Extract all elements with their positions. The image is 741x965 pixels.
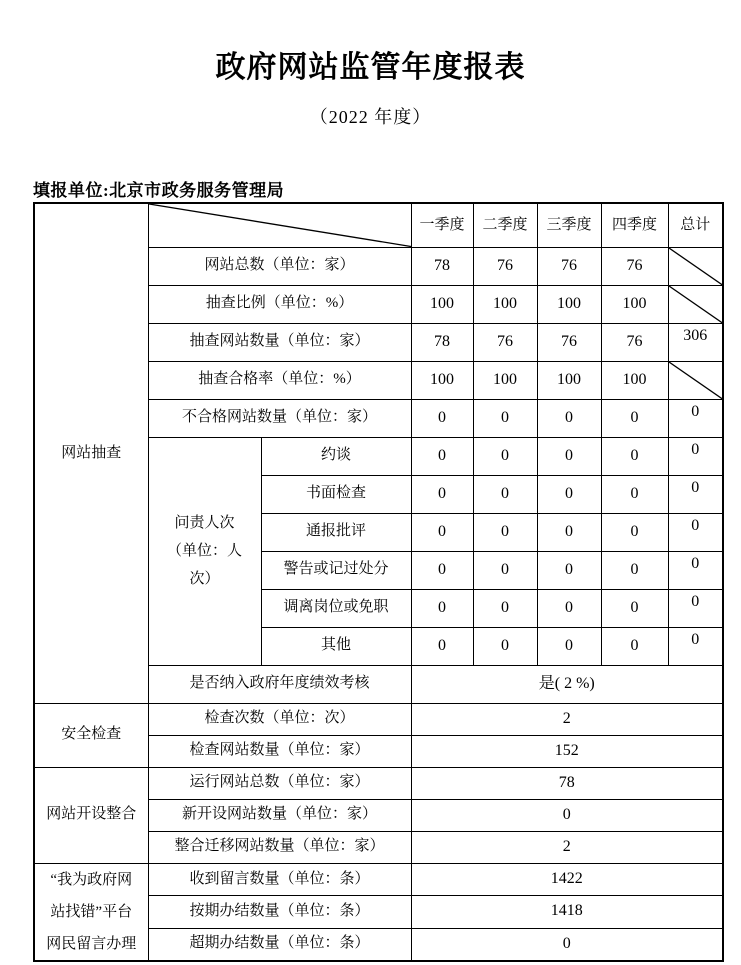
total-value-cell [668, 475, 723, 513]
diagonal-line-icon [669, 286, 723, 323]
quarter-value-cell: 0 [411, 627, 473, 665]
quarter-value-cell: 0 [411, 513, 473, 551]
total-value-cell [668, 589, 723, 627]
report-table [33, 202, 724, 962]
quarter-value-cell: 0 [473, 627, 537, 665]
quarter-value-cell: 0 [601, 475, 668, 513]
table-row [34, 767, 723, 799]
page-subtitle: （2022 年度） [309, 107, 432, 127]
quarter-value-cell: 0 [411, 399, 473, 437]
total-value: 0 [691, 516, 700, 534]
quarter-value-cell: 0 [473, 589, 537, 627]
quarter-value-cell: 0 [537, 551, 601, 589]
table-row [34, 863, 723, 896]
quarter-value-cell: 100 [473, 285, 537, 323]
total-value-cell [668, 437, 723, 475]
total-value-cell [668, 551, 723, 589]
page-title: 政府网站监管年度报表 [215, 51, 526, 84]
metric-label-cell: 网站总数（单位：家） [148, 247, 411, 285]
quarter-value-cell: 76 [473, 247, 537, 285]
quarter-value-cell: 76 [537, 323, 601, 361]
metric-label-cell: 整合迁移网站数量（单位：家） [148, 831, 411, 863]
quarter-value-cell: 0 [411, 589, 473, 627]
quarter-value-cell: 100 [537, 361, 601, 399]
quarter-value-cell: 0 [601, 513, 668, 551]
category-line: 网民留言办理 [46, 935, 137, 952]
total-value-cell [668, 513, 723, 551]
annual-value-cell: 2 [411, 831, 723, 863]
accountability-item-cell: 约谈 [261, 437, 411, 475]
category-site-integration: 网站开设整合 [34, 767, 148, 863]
quarter-value-cell: 0 [411, 551, 473, 589]
metric-label-cell: 超期办结数量（单位：条） [148, 928, 411, 961]
metric-label-cell: 抽查合格率（单位：%） [148, 361, 411, 399]
metric-label-cell: 新开设网站数量（单位：家） [148, 799, 411, 831]
quarter-value-cell: 100 [411, 285, 473, 323]
quarter-value-cell: 0 [537, 513, 601, 551]
accountability-item-cell: 通报批评 [261, 513, 411, 551]
total-value: 0 [691, 554, 700, 572]
quarter-value-cell: 76 [601, 323, 668, 361]
total-na-cell [668, 247, 723, 285]
metric-label-cell: 运行网站总数（单位：家） [148, 767, 411, 799]
quarter-value-cell: 100 [601, 285, 668, 323]
metric-label-cell: 抽查网站数量（单位：家） [148, 323, 411, 361]
quarter-header-q4: 四季度 [601, 203, 668, 247]
diagonal-line-icon [149, 204, 411, 247]
accountability-label-line: 次） [189, 571, 220, 587]
total-header: 总计 [668, 203, 723, 247]
quarter-value-cell: 0 [537, 627, 601, 665]
quarter-value-cell: 100 [473, 361, 537, 399]
accountability-item-cell: 调离岗位或免职 [261, 589, 411, 627]
reporting-unit-label: 填报单位: [33, 181, 110, 200]
annual-value-cell: 0 [411, 799, 723, 831]
total-value-cell [668, 323, 723, 361]
total-na-cell [668, 285, 723, 323]
header-diagonal-cell [148, 203, 411, 247]
quarter-value-cell: 0 [473, 399, 537, 437]
table-row [34, 203, 723, 247]
metric-label-cell: 检查次数（单位：次） [148, 703, 411, 735]
total-value-cell [668, 627, 723, 665]
annual-value-cell: 1422 [411, 863, 723, 896]
reporting-unit-value: 北京市政务服务管理局 [109, 181, 285, 200]
quarter-value-cell: 0 [601, 551, 668, 589]
metric-label-cell: 抽查比例（单位：%） [148, 285, 411, 323]
total-value: 0 [691, 592, 700, 610]
quarter-value-cell: 0 [411, 475, 473, 513]
reporting-unit [33, 176, 284, 201]
diagonal-line-icon [669, 362, 723, 399]
diagonal-line-icon [669, 248, 723, 285]
quarter-value-cell: 0 [473, 513, 537, 551]
total-value: 306 [683, 326, 708, 344]
category-line: “我为政府网 [50, 871, 133, 888]
annual-value-cell: 1418 [411, 896, 723, 929]
quarter-value-cell: 78 [411, 323, 473, 361]
quarter-value-cell: 100 [537, 285, 601, 323]
accountability-label-cell [148, 437, 261, 665]
accountability-item-cell: 书面检查 [261, 475, 411, 513]
category-message-handling [34, 863, 148, 961]
category-line: 站找错”平台 [50, 903, 133, 920]
total-value: 0 [691, 478, 700, 496]
quarter-value-cell: 76 [601, 247, 668, 285]
quarter-value-cell: 0 [537, 437, 601, 475]
total-value: 0 [691, 440, 700, 458]
assessment-label-cell: 是否纳入政府年度绩效考核 [148, 665, 411, 703]
category-website-spot-check: 网站抽查 [34, 203, 148, 703]
annual-value-cell: 78 [411, 767, 723, 799]
quarter-value-cell: 0 [537, 399, 601, 437]
metric-label-cell: 收到留言数量（单位：条） [148, 863, 411, 896]
quarter-value-cell: 76 [473, 323, 537, 361]
quarter-value-cell: 0 [537, 475, 601, 513]
total-na-cell [668, 361, 723, 399]
accountability-item-cell: 警告或记过处分 [261, 551, 411, 589]
annual-value-cell: 152 [411, 735, 723, 767]
annual-value-cell: 0 [411, 928, 723, 961]
quarter-value-cell: 76 [537, 247, 601, 285]
quarter-value-cell: 0 [473, 551, 537, 589]
total-value-cell [668, 399, 723, 437]
category-security-check: 安全检查 [34, 703, 148, 767]
quarter-header-q3: 三季度 [537, 203, 601, 247]
quarter-value-cell: 0 [473, 437, 537, 475]
quarter-value-cell: 0 [537, 589, 601, 627]
accountability-item-cell: 其他 [261, 627, 411, 665]
quarter-header-q1: 一季度 [411, 203, 473, 247]
quarter-value-cell: 100 [411, 361, 473, 399]
quarter-value-cell: 0 [601, 627, 668, 665]
metric-label-cell: 不合格网站数量（单位：家） [148, 399, 411, 437]
quarter-value-cell: 100 [601, 361, 668, 399]
quarter-value-cell: 0 [601, 437, 668, 475]
quarter-header-q2: 二季度 [473, 203, 537, 247]
quarter-value-cell: 0 [411, 437, 473, 475]
quarter-value-cell: 0 [473, 475, 537, 513]
total-value: 0 [691, 630, 700, 648]
metric-label-cell: 检查网站数量（单位：家） [148, 735, 411, 767]
table-row [34, 703, 723, 735]
annual-value-cell: 2 [411, 703, 723, 735]
quarter-value-cell: 0 [601, 589, 668, 627]
accountability-label-line: （单位：人 [166, 543, 242, 559]
assessment-value-cell: 是( 2 %) [411, 665, 723, 703]
quarter-value-cell: 0 [601, 399, 668, 437]
total-value: 0 [691, 402, 700, 420]
accountability-label-line: 问责人次 [174, 515, 235, 531]
quarter-value-cell: 78 [411, 247, 473, 285]
metric-label-cell: 按期办结数量（单位：条） [148, 896, 411, 929]
